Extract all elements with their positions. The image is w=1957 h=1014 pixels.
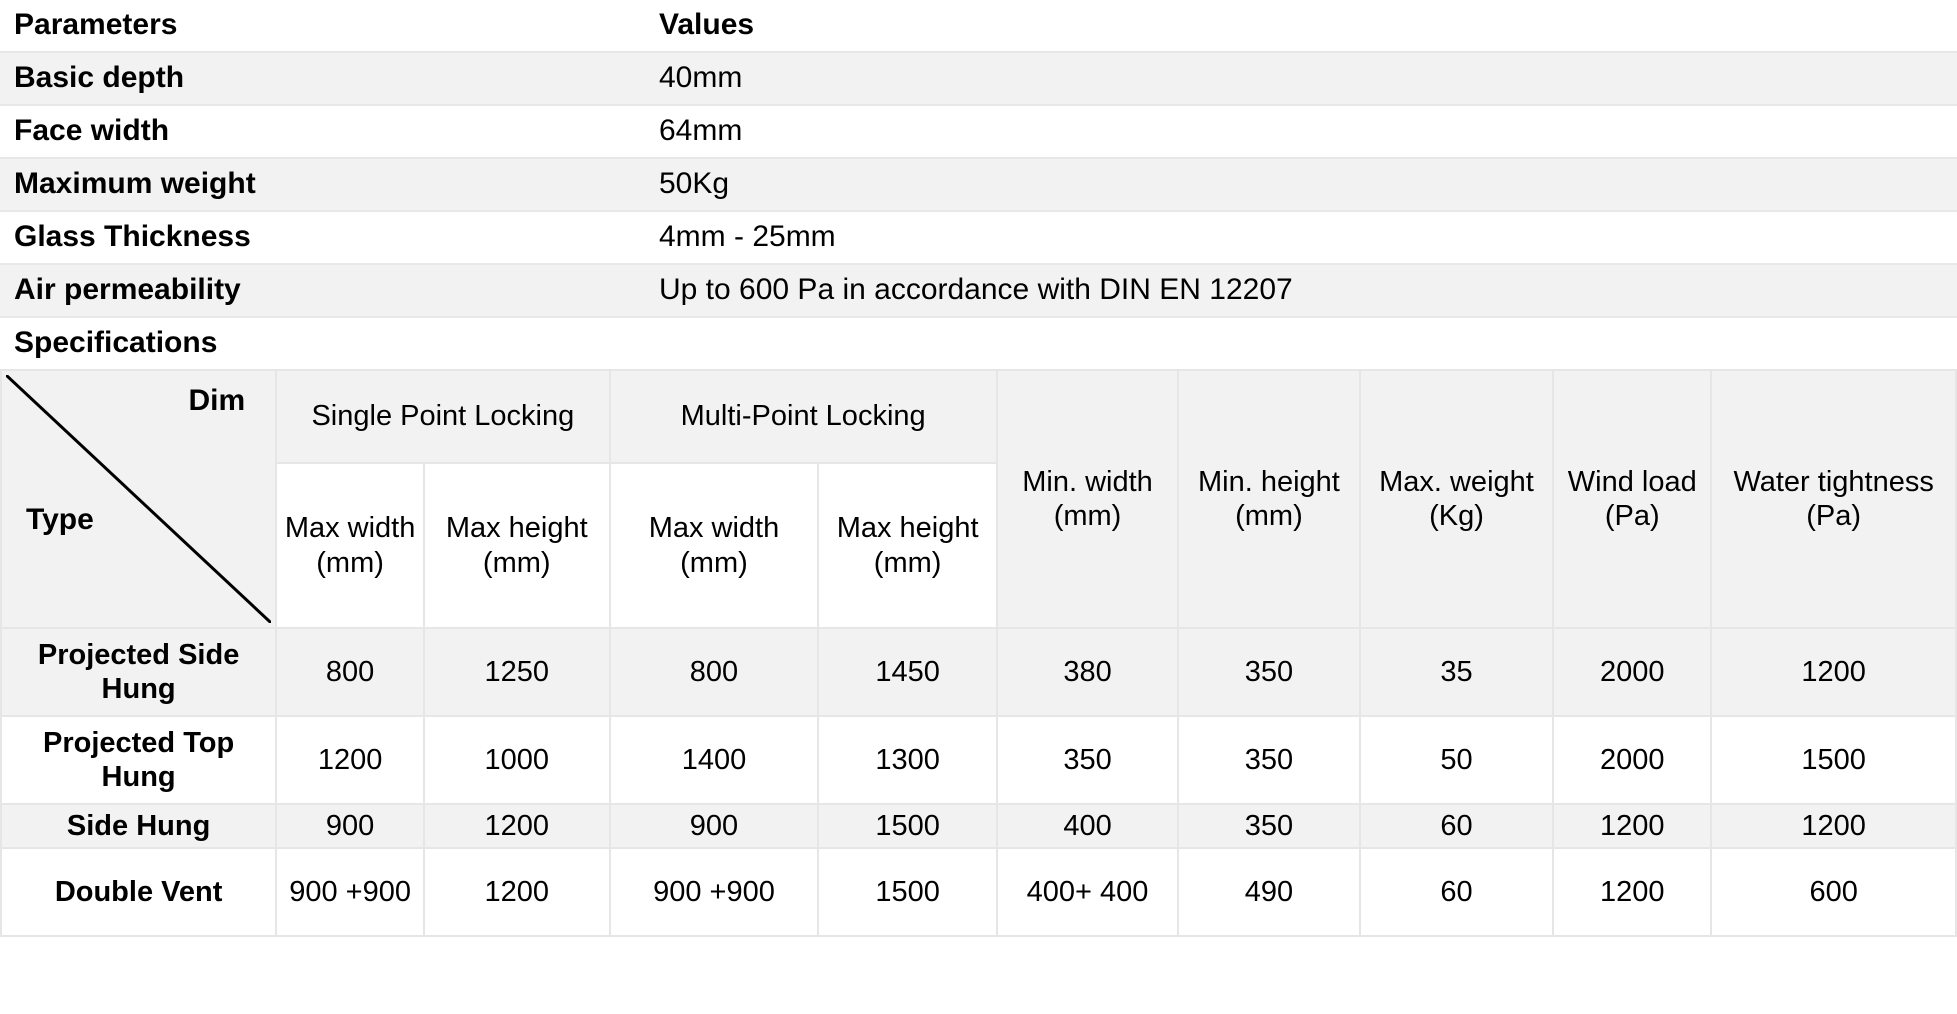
- parameter-value: 50Kg: [645, 158, 1957, 211]
- parameter-label: Face width: [0, 105, 645, 158]
- parameter-label: Maximum weight: [0, 158, 645, 211]
- parameter-value: 64mm: [645, 105, 1957, 158]
- cell-min-height: 350: [1178, 804, 1359, 848]
- specifications-table: [0, 369, 1957, 937]
- header-single-point-locking: Single Point Locking: [276, 370, 609, 463]
- subheader-sp-max-width: Max width (mm): [276, 463, 424, 628]
- cell-sp-max-width: 900: [276, 804, 424, 848]
- cell-min-height: 350: [1178, 628, 1359, 716]
- cell-sp-max-height: 1200: [424, 804, 610, 848]
- parameters-table: [0, 0, 1957, 369]
- dim-label: Dim: [188, 384, 246, 417]
- column-header-values: Values: [645, 0, 1957, 52]
- row-type-label: Side Hung: [1, 804, 276, 848]
- specifications-title-row: [0, 317, 1957, 369]
- parameter-label: Glass Thickness: [0, 211, 645, 264]
- cell-mp-max-height: 1450: [818, 628, 996, 716]
- cell-min-width: 400+ 400: [997, 848, 1178, 936]
- dim-type-corner-cell: [1, 370, 276, 628]
- cell-max-weight: 60: [1360, 804, 1554, 848]
- cell-water-tightness: 1200: [1711, 804, 1956, 848]
- cell-sp-max-height: 1200: [424, 848, 610, 936]
- column-header-parameters: Parameters: [0, 0, 645, 52]
- subheader-mp-max-width: Max width (mm): [610, 463, 819, 628]
- table-row: [0, 211, 1957, 264]
- cell-mp-max-height: 1500: [818, 804, 996, 848]
- cell-wind-load: 1200: [1553, 848, 1711, 936]
- specifications-title: Specifications: [0, 317, 1957, 369]
- cell-sp-max-height: 1000: [424, 716, 610, 804]
- cell-mp-max-width: 800: [610, 628, 819, 716]
- header-water-tightness: Water tightness (Pa): [1711, 370, 1956, 628]
- cell-mp-max-height: 1300: [818, 716, 996, 804]
- header-min-width: Min. width (mm): [997, 370, 1178, 628]
- cell-wind-load: 1200: [1553, 804, 1711, 848]
- cell-min-width: 380: [997, 628, 1178, 716]
- parameter-value: 4mm - 25mm: [645, 211, 1957, 264]
- cell-wind-load: 2000: [1553, 628, 1711, 716]
- table-row: [0, 158, 1957, 211]
- cell-min-width: 350: [997, 716, 1178, 804]
- cell-max-weight: 50: [1360, 716, 1554, 804]
- cell-sp-max-width: 900 +900: [276, 848, 424, 936]
- table-row: [1, 628, 1956, 716]
- subheader-sp-max-height: Max height (mm): [424, 463, 610, 628]
- table-row: [0, 264, 1957, 317]
- parameter-value: Up to 600 Pa in accordance with DIN EN 12207: [645, 264, 1957, 317]
- table-row: [1, 716, 1956, 804]
- header-min-height: Min. height (mm): [1178, 370, 1359, 628]
- table-header-row: [0, 0, 1957, 52]
- type-label: Type: [26, 502, 94, 536]
- cell-sp-max-width: 1200: [276, 716, 424, 804]
- spec-header-row-1: [1, 370, 1956, 463]
- cell-wind-load: 2000: [1553, 716, 1711, 804]
- cell-water-tightness: 1200: [1711, 628, 1956, 716]
- cell-sp-max-width: 800: [276, 628, 424, 716]
- table-row: [1, 804, 1956, 848]
- table-row: [0, 52, 1957, 105]
- cell-max-weight: 35: [1360, 628, 1554, 716]
- cell-min-height: 350: [1178, 716, 1359, 804]
- cell-sp-max-height: 1250: [424, 628, 610, 716]
- header-wind-load: Wind load (Pa): [1553, 370, 1711, 628]
- row-type-label: Double Vent: [1, 848, 276, 936]
- cell-min-height: 490: [1178, 848, 1359, 936]
- subheader-mp-max-height: Max height (mm): [818, 463, 996, 628]
- row-type-label: Projected Side Hung: [1, 628, 276, 716]
- cell-mp-max-width: 900 +900: [610, 848, 819, 936]
- cell-water-tightness: 600: [1711, 848, 1956, 936]
- table-row: [1, 848, 1956, 936]
- cell-mp-max-width: 900: [610, 804, 819, 848]
- cell-mp-max-height: 1500: [818, 848, 996, 936]
- row-type-label: Projected Top Hung: [1, 716, 276, 804]
- header-multi-point-locking: Multi-Point Locking: [610, 370, 997, 463]
- cell-max-weight: 60: [1360, 848, 1554, 936]
- parameter-label: Air permeability: [0, 264, 645, 317]
- cell-mp-max-width: 1400: [610, 716, 819, 804]
- cell-min-width: 400: [997, 804, 1178, 848]
- parameter-label: Basic depth: [0, 52, 645, 105]
- table-row: [0, 105, 1957, 158]
- cell-water-tightness: 1500: [1711, 716, 1956, 804]
- header-max-weight: Max. weight (Kg): [1360, 370, 1554, 628]
- parameter-value: 40mm: [645, 52, 1957, 105]
